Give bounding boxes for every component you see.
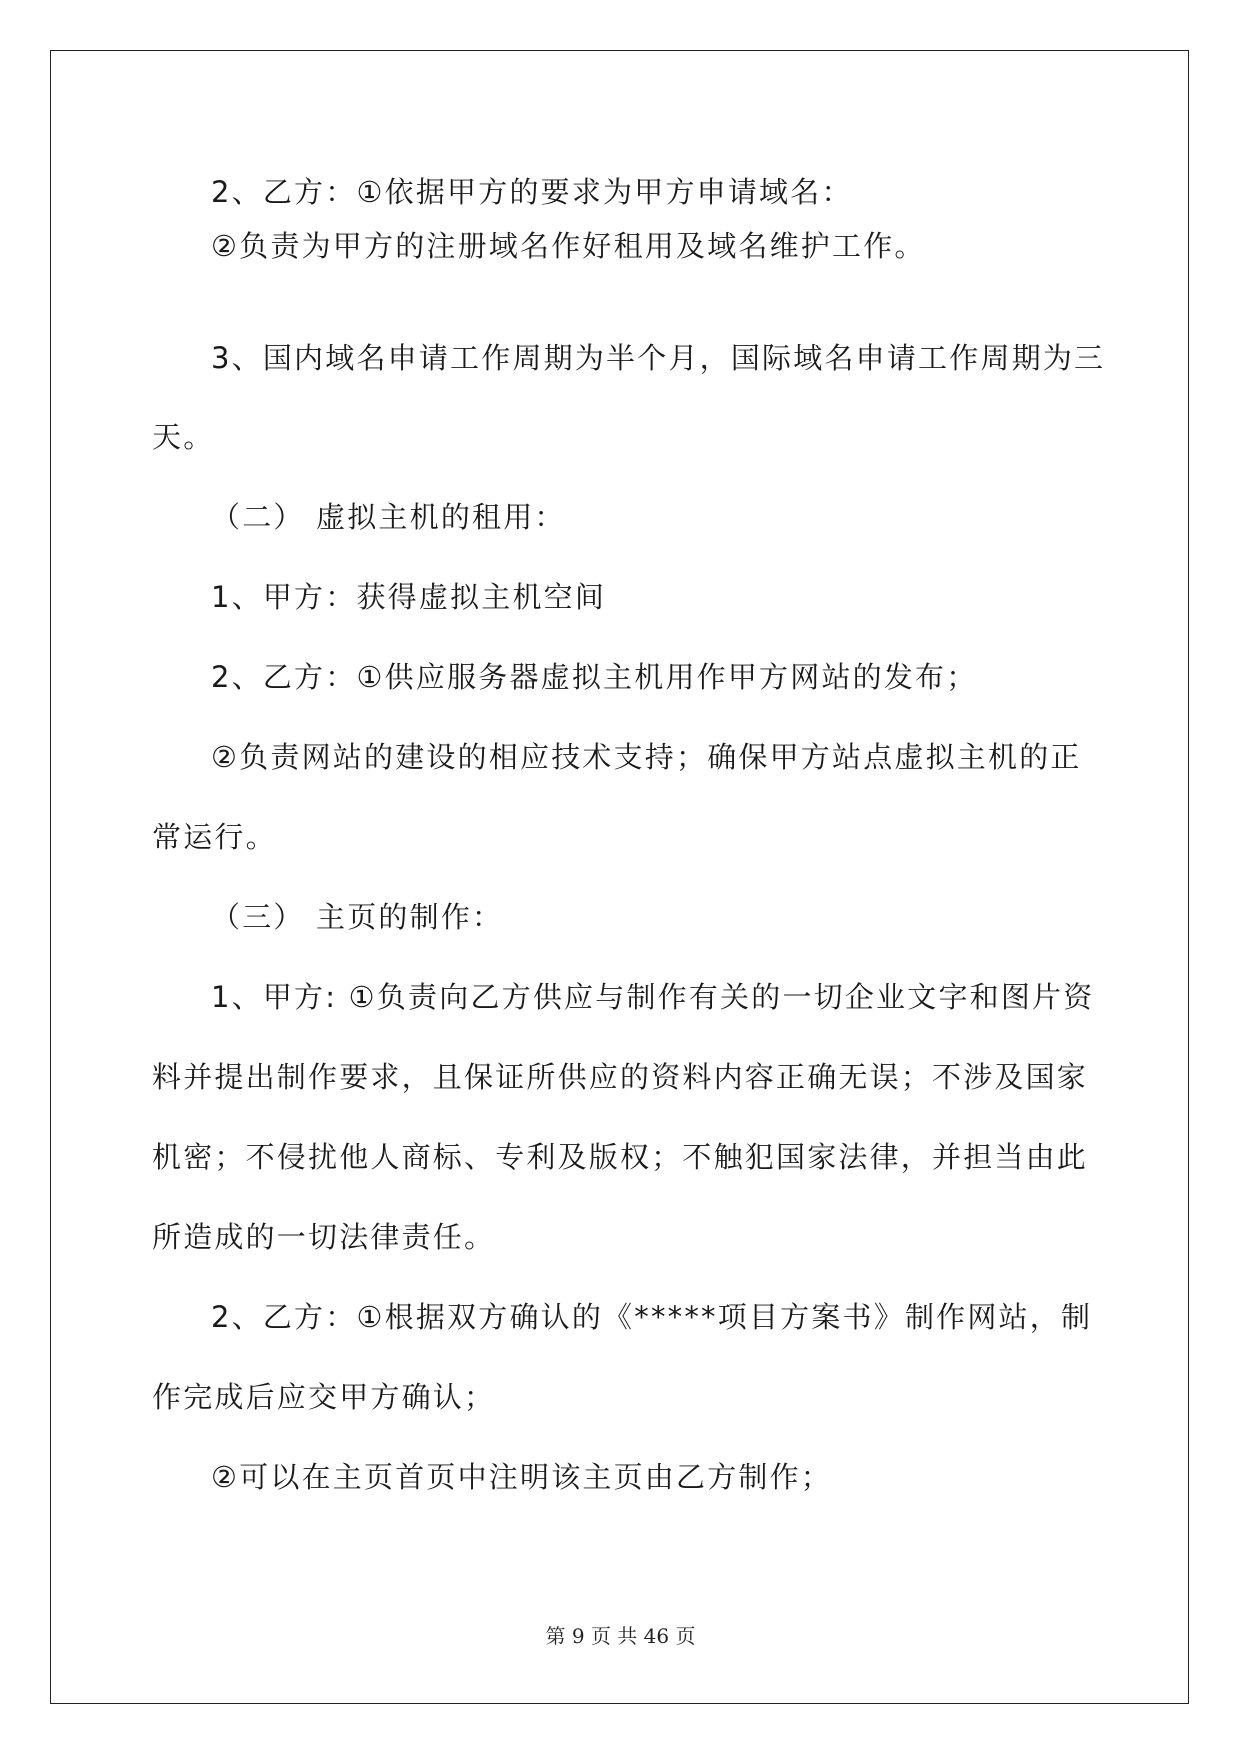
paragraph-line-11: 机密；不侵扰他人商标、专利及版权；不触犯国家法律，并担当由此: [152, 1140, 1089, 1174]
section-heading-2: （二） 虚拟主机的租用：: [211, 500, 566, 534]
paragraph-line-2: ②负责为甲方的注册域名作好租用及域名维护工作。: [211, 229, 926, 263]
paragraph-line-13: 2、乙方：①根据双方确认的《*****项目方案书》制作网站，制: [211, 1300, 1093, 1334]
paragraph-line-1: 2、乙方：①依据甲方的要求为甲方申请域名：: [211, 175, 853, 209]
paragraph-line-15: ②可以在主页首页中注明该主页由乙方制作；: [211, 1460, 832, 1494]
section-heading-3: （三） 主页的制作：: [211, 900, 504, 934]
paragraph-line-4: 天。: [152, 420, 215, 454]
paragraph-line-12: 所造成的一切法律责任。: [152, 1220, 496, 1254]
page-footer: 第 9 页 共 46 页: [545, 1624, 696, 1648]
paragraph-line-10: 料并提出制作要求，且保证所供应的资料内容正确无误；不涉及国家: [152, 1060, 1089, 1094]
paragraph-line-6: 2、乙方：①供应服务器虚拟主机用作甲方网站的发布；: [211, 660, 978, 694]
paragraph-line-3: 3、国内域名申请工作周期为半个月，国际域名申请工作周期为三: [211, 341, 1106, 375]
paragraph-line-14: 作完成后应交甲方确认；: [152, 1380, 496, 1414]
page-border: [50, 50, 1189, 1704]
paragraph-line-8: 常运行。: [152, 820, 277, 854]
paragraph-line-9: 1、甲方: ①负责向乙方供应与制作有关的一切企业文字和图片资: [211, 980, 1095, 1014]
paragraph-line-7: ②负责网站的建设的相应技术支持；确保甲方站点虚拟主机的正: [211, 740, 1082, 774]
paragraph-line-5: 1、甲方：获得虚拟主机空间: [211, 580, 607, 614]
